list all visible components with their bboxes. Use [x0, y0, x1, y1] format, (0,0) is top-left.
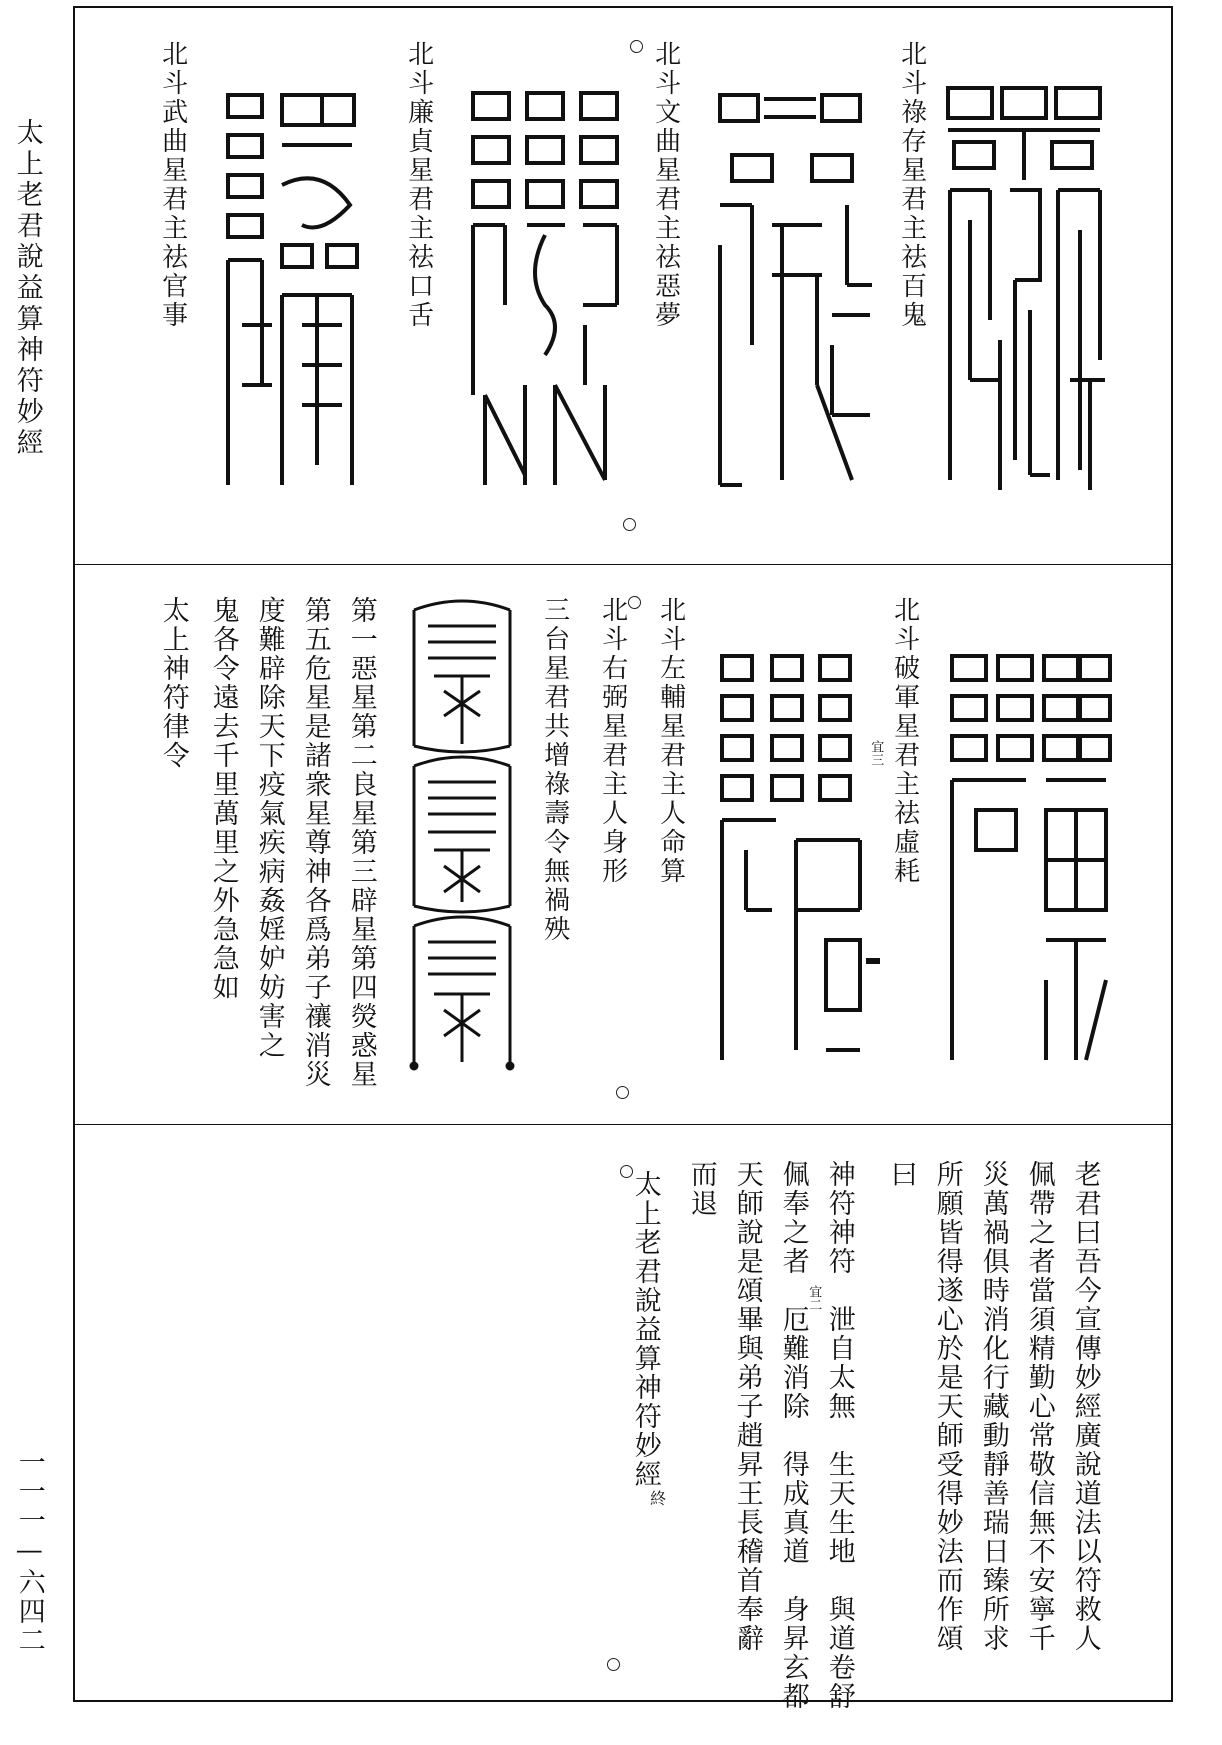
caption-wenqu: 北斗文曲星君主祛惡夢	[650, 40, 681, 330]
caption-lianzhen: 北斗廉貞星君主祛口舌	[403, 40, 434, 330]
talisman-seal-pojun	[946, 650, 1114, 1070]
verse-col-2: 佩奉之者 厄難消除 得成真道 身昇玄都	[777, 1160, 809, 1711]
talisman-seal-santai	[404, 596, 520, 1076]
text-col-4: 所願皆得遂心於是天師受得妙法而作頌	[931, 1160, 963, 1653]
talisman-seal-wenqu	[712, 85, 877, 500]
incantation-col-1: 第一惡星第二良星第三辟星第四熒惑星	[345, 596, 377, 1089]
caption-santai: 三台星君共增祿壽令無禍殃	[539, 596, 570, 944]
text-col-9: 而退	[685, 1160, 717, 1218]
ring-mark	[616, 1086, 629, 1099]
incantation-col-2: 第五危星是諸衆星尊神各爲弟子禳消災	[299, 596, 331, 1089]
verse-col-1: 神符神符 泄自太無 生天生地 與道卷舒	[823, 1160, 855, 1711]
caption-youbi: 北斗右弼星君主人身形	[597, 596, 628, 886]
page-number: 一一一—六四二	[13, 1448, 45, 1655]
text-col-1: 老君曰吾今宣傳妙經廣說道法以符救人	[1069, 1160, 1101, 1653]
note-yisan: 宜三	[868, 740, 884, 766]
talisman-seal-fubi	[716, 650, 866, 1065]
incantation-col-3: 度難辟除天下疫氣疾病姦婬妒妨害之	[253, 596, 285, 1060]
margin-title: 太上老君說益算神符妙經	[11, 118, 43, 459]
ring-mark	[623, 518, 636, 531]
text-col-8: 天師說是頌畢與弟子趙昇王長稽首奉辭	[731, 1160, 763, 1653]
note-yier: 宜二	[806, 1285, 822, 1311]
caption-pojun: 北斗破軍星君主祛虛耗	[889, 596, 920, 886]
text-col-3: 災萬禍俱時消化行藏動靜善瑞日臻所求	[977, 1160, 1009, 1653]
panel-divider-2	[73, 1124, 1173, 1125]
text-col-2: 佩帶之者當須精勤心常敬信無不安寧千	[1023, 1160, 1055, 1653]
closing-title: 太上老君說益算神符妙經	[629, 1170, 661, 1489]
panel-divider-1	[73, 564, 1173, 565]
caption-zuofu: 北斗左輔星君主人命算	[655, 596, 686, 886]
ring-mark	[620, 1165, 633, 1178]
caption-lucun: 北斗祿存星君主祛百鬼	[896, 40, 927, 330]
talisman-seal-wuqu	[222, 85, 362, 500]
incantation-col-5: 太上神符律令	[157, 596, 189, 770]
end-mark: 終	[647, 1490, 667, 1506]
mark-square	[866, 958, 880, 964]
incantation-col-4: 鬼各令遠去千里萬里之外急急如	[207, 596, 239, 1002]
caption-wuqu: 北斗武曲星君主祛官事	[157, 40, 188, 330]
talisman-seal-lucun	[940, 80, 1110, 500]
ring-mark	[607, 1658, 620, 1671]
ring-mark	[628, 596, 641, 609]
text-col-5: 曰	[885, 1160, 917, 1189]
talisman-seal-lianzhen	[465, 85, 630, 500]
ring-mark	[630, 40, 643, 53]
